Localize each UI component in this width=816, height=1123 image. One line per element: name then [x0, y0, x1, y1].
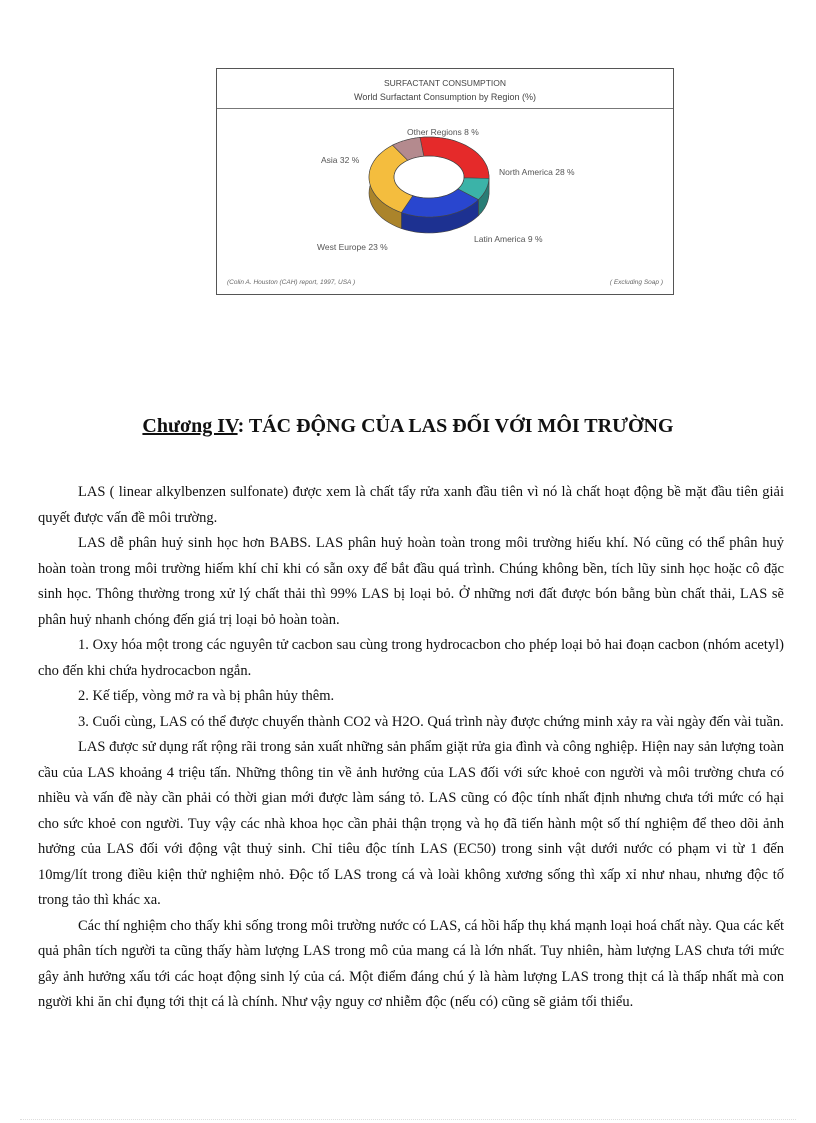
paragraph: LAS dễ phân huỷ sinh học hơn BABS. LAS phân huỷ hoàn toàn trong môi trường hiếu khí. Nó cũng có thể phân huỷ hoàn toàn trong môi trường hiếm khí chỉ khi có sẵn oxy để bắt đầu quá trình. Chúng không bền, tích lũy sinh học hoặc cô đặc sinh học. Thông thường trong xử lý chất thải thì 99% LAS bị loại bỏ. Ở những nơi đất được bón bằng bùn chất thải, LAS sẽ phân huỷ nhanh chóng đến giá trị loại bỏ hoàn toàn.	[38, 535, 784, 628]
chart-subtitle: World Surfactant Consumption by Region (%)	[354, 92, 536, 102]
paragraph: LAS ( linear alkylbenzen sulfonate) được xem là chất tẩy rửa xanh đầu tiên vì nó là chất hoạt động bề mặt đầu tiên giải quyết được vấn đề môi trường.	[38, 484, 784, 526]
chart-title: SURFACTANT CONSUMPTION	[384, 78, 506, 88]
slice-label: North America 28 %	[499, 167, 575, 177]
chapter-title: : TÁC ĐỘNG CỦA LAS ĐỐI VỚI MÔI TRƯỜNG	[237, 415, 674, 437]
chapter-number: Chương IV	[142, 415, 238, 437]
chart-title-box	[217, 69, 673, 109]
paragraph: 1. Oxy hóa một trong các nguyên tử cacbon sau cùng trong hydrocacbon cho phép loại bỏ hai đoạn cacbon (nhóm acetyl) cho đến khi chứa hydrocacbon ngắn.	[38, 637, 784, 679]
chart-note: ( Excluding Soap )	[609, 279, 663, 286]
donut-hole-rim	[394, 156, 464, 198]
slice-label: Asia 32 %	[321, 155, 360, 165]
paragraph: LAS được sử dụng rất rộng rãi trong sản xuất những sản phẩm giặt rửa gia đình và công nghiệp. Hiện nay sản lượng toàn cầu của LAS khoảng 4 triệu tấn. Những thông tin về ảnh hưởng của LAS đối với sức khoẻ con người và môi trường chưa có nhiều và vấn đề này cần phải có thời gian mới được làm sáng tỏ. LAS cũng có độc tính nhất định nhưng chưa tới mức có hại cho sức khoẻ con người. Tuy vậy các nhà khoa học cần phải thận trọng và họ đã tiến hành một số thí nghiệm để theo dõi ảnh hưởng của LAS đối với động vật thuỷ sinh. Chỉ tiêu độc tính LAS (EC50) trong sinh vật dưới nước có phạm vi từ 1 đến 10mg/lít trong điều kiện thử nghiệm nhỏ. Độc tố LAS trong cá và loài không xương sống thì xấp xỉ như nhau, nhưng độc tố trong tảo thì khác xa.	[38, 739, 784, 908]
page-bottom-divider	[20, 1119, 796, 1120]
paragraph: 2. Kế tiếp, vòng mở ra và bị phân hủy thêm.	[78, 688, 335, 704]
slice-label: West Europe 23 %	[317, 242, 388, 252]
paragraph: Các thí nghiệm cho thấy khi sống trong môi trường nước có LAS, cá hồi hấp thụ khá mạnh loại hoá chất này. Qua các kết quả phân tích người ta cũng thấy hàm lượng LAS trong mô của mang cá là lớn nhất. Tuy nhiên, hàm lượng LAS chưa tới mức gây ảnh hưởng xấu tới các hoạt động sinh lý của cá. Một điểm đáng chú ý là hàm lượng LAS trong thịt cá là thấp nhất mà con người khi ăn chỉ đụng tới thịt cá là chính. Như vậy nguy cơ nhiễm độc (nếu có) cũng sẽ giảm tối thiểu.	[38, 917, 784, 1010]
chapter-heading	[0, 412, 816, 440]
donut-chart	[217, 109, 673, 259]
slice-label: Other Regions 8 %	[407, 127, 479, 137]
body-text	[38, 480, 784, 1016]
chart-source: (Colin A. Houston (CAH) report, 1997, USA )	[227, 279, 356, 286]
slice-north-america	[420, 137, 489, 179]
slice-label: Latin America 9 %	[474, 234, 543, 244]
paragraph: 3. Cuối cùng, LAS có thể được chuyển thành CO2 và H2O. Quá trình này được chứng minh xảy ra vài ngày đến vài tuần.	[78, 713, 784, 730]
surfactant-chart-figure	[216, 68, 674, 295]
